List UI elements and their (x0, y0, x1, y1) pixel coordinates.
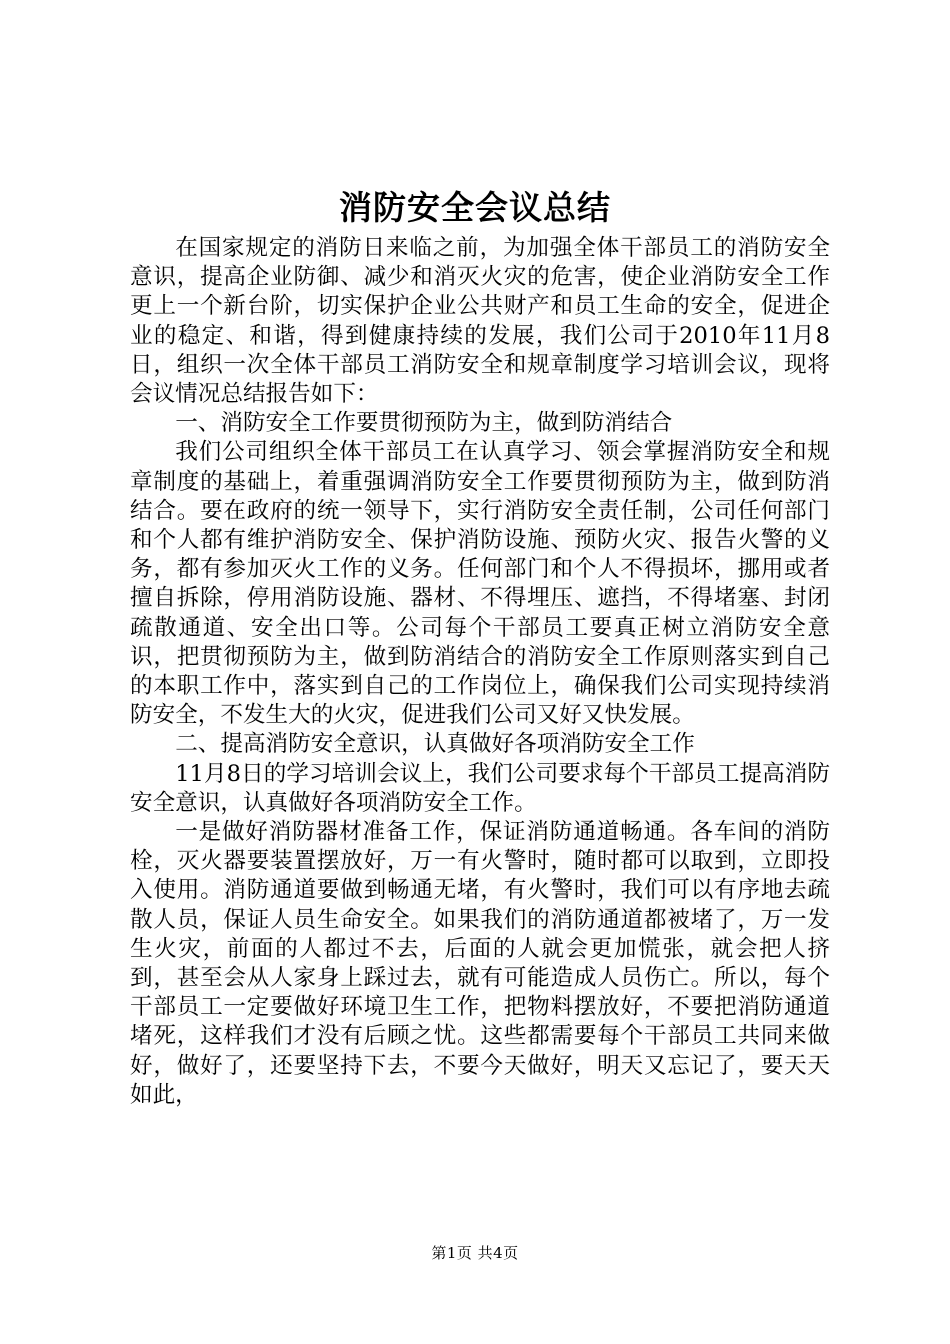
section-heading-1: 一、消防安全工作要贯彻预防为主，做到防消结合 (175, 410, 673, 437)
paragraph-section-2-item-1: 一是做好消防器材准备工作，保证消防通道畅通。各车间的消防栓，灭火器要装置摆放好，万一有火警时，随时都可以取到，立即投入使用。消防通道要做到畅通无堵，有火警时，我们可以有序地去疏散人员，保证人员生命安全。如果我们的消防通道都被堵了，万一发生火灾，前面的人都过不去，后面的人就会更加慌张，就会把人挤到，甚至会从人家身上踩过去，就有可能造成人员伤亡。所以，每个干部员工一定要做好环境卫生工作，把物料摆放好，不要把消防通道堵死，这样我们才没有后顾之忧。这些都需要每个干部员工共同来做好，做好了，还要坚持下去，不要今天做好，明天又忘记了，要天天如此， (130, 819, 830, 1108)
section-heading-2: 二、提高消防安全意识，认真做好各项消防安全工作 (175, 731, 695, 758)
page-footer: 第1页 共4页 (431, 1244, 519, 1262)
paragraph-intro: 在国家规定的消防日来临之前，为加强全体干部员工的消防安全意识，提高企业防御、减少和消灭火灾的危害，使企业消防安全工作更上一个新台阶，切实保护企业公共财产和员工生命的安全，促进企业的稳定、和谐，得到健康持续的发展，我们公司于2010年11月8日，组织一次全体干部员工消防安全和规章制度学习培训会议，现将会议情况总结报告如下： (130, 235, 830, 408)
document-body (130, 234, 830, 1110)
document-title: 消防安全会议总结 (339, 188, 611, 227)
paragraph-section-2-intro: 11月8日的学习培训会议上，我们公司要求每个干部员工提高消防安全意识，认真做好各项消防安全工作。 (130, 760, 830, 816)
paragraph-section-1: 我们公司组织全体干部员工在认真学习、领会掌握消防安全和规章制度的基础上，着重强调消防安全工作要贯彻预防为主，做到防消结合。要在政府的统一领导下，实行消防安全责任制，公司任何部门和个人都有维护消防安全、保护消防设施、预防火灾、报告火警的义务，都有参加灭火工作的义务。任何部门和个人不得损坏，挪用或者擅自拆除，停用消防设施、器材、不得埋压、遮挡，不得堵塞、封闭疏散通道、安全出口等。公司每个干部员工要真正树立消防安全意识，把贯彻预防为主，做到防消结合的消防安全工作原则落实到自己的本职工作中，落实到自己的工作岗位上，确保我们公司实现持续消防安全，不发生大的火灾，促进我们公司又好又快发展。 (130, 439, 830, 729)
